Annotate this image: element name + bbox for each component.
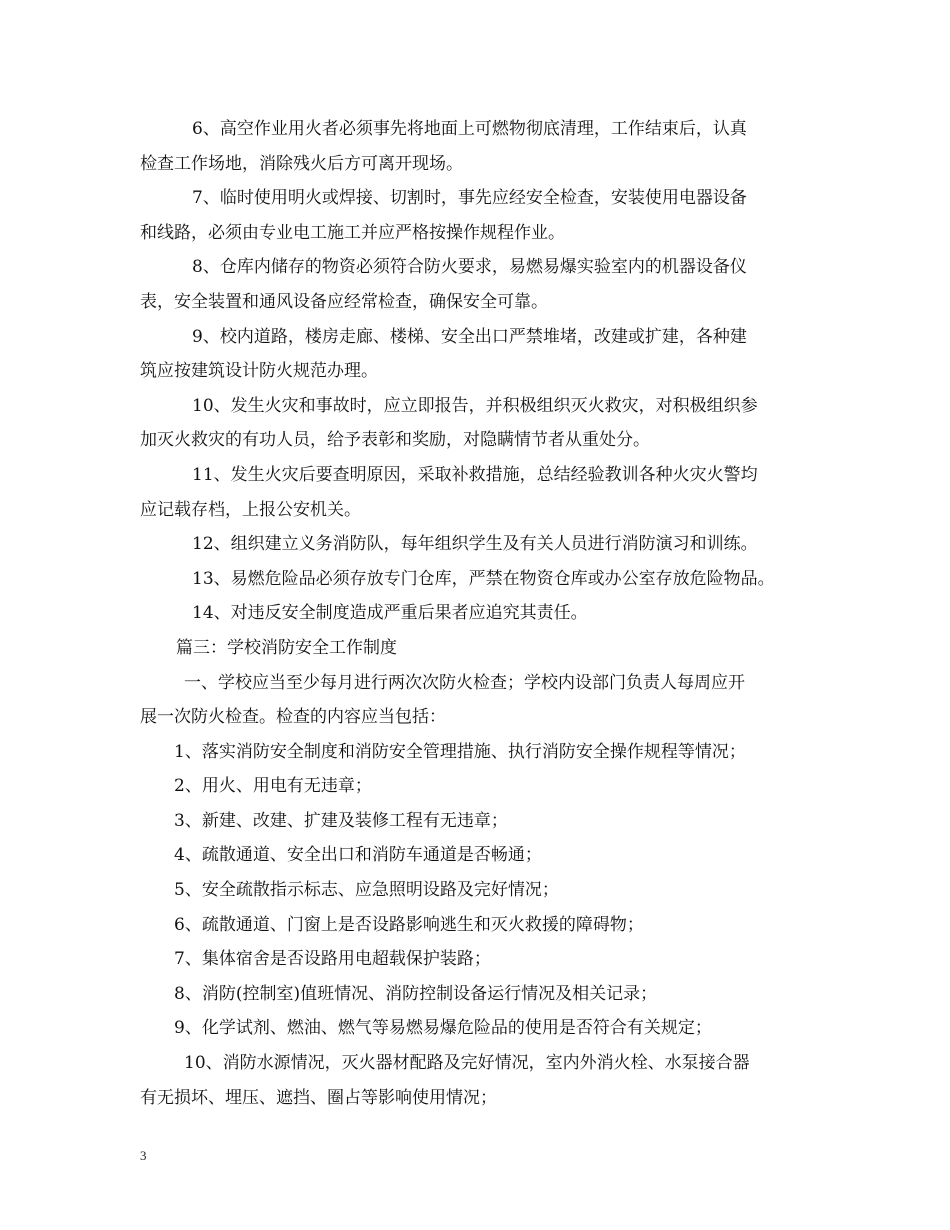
- check-item-1: 1、落实消防安全制度和消防安全管理措施、执行消防安全操作规程等情况；: [174, 741, 746, 762]
- check-item-3: 3、新建、改建、扩建及装修工程有无违章；: [174, 810, 508, 831]
- document-body: [140, 112, 826, 1115]
- paragraph-7-line-1: 7、临时使用明火或焊接、切割时，事先应经安全检查，安装使用电器设备: [192, 188, 747, 209]
- section-intro-line-2: 展一次防火检查。检查的内容应当包括：: [140, 707, 446, 728]
- paragraph-8-line-1: 8、仓库内储存的物资必须符合防火要求，易燃易爆实验室内的机器设备仪: [192, 257, 747, 278]
- paragraph-11-line-2: 应记载存档，上报公安机关。: [140, 499, 361, 520]
- paragraph-7-line-2: 和线路，必须由专业电工施工并应严格按操作规程作业。: [140, 222, 565, 243]
- paragraph-11-line-1: 11、发生火灾后要查明原因，采取补救措施，总结经验教训各种火灾火警均: [192, 464, 758, 485]
- paragraph-9-line-2: 筑应按建筑设计防火规范办理。: [140, 361, 378, 382]
- paragraph-13: 13、易燃危险品必须存放专门仓库，严禁在物资仓库或办公室存放危险物品。: [192, 568, 775, 589]
- check-item-4: 4、疏散通道、安全出口和消防车通道是否畅通；: [174, 845, 542, 866]
- section-intro-line-1: 一、学校应当至少每月进行两次次防火检查；学校内设部门负责人每周应开: [184, 672, 745, 693]
- paragraph-8-line-2: 表，安全装置和通风设备应经常检查，确保安全可靠。: [140, 291, 548, 312]
- check-item-10-line-2: 有无损坏、埋压、遮挡、圈占等影响使用情况；: [140, 1087, 497, 1108]
- check-item-6: 6、疏散通道、门窗上是否设路影响逃生和灭火救援的障碍物；: [174, 914, 644, 935]
- section-heading: 篇三：学校消防安全工作制度: [176, 637, 397, 658]
- check-item-7: 7、集体宿舍是否设路用电超载保护装路；: [174, 949, 491, 970]
- paragraph-6-line-2: 检查工作场地，消除残火后方可离开现场。: [140, 153, 463, 174]
- paragraph-14: 14、对违反安全制度造成严重后果者应追究其责任。: [192, 603, 588, 624]
- paragraph-10-line-2: 加灭火救灾的有功人员，给予表彰和奖励，对隐瞒情节者从重处分。: [140, 430, 650, 451]
- check-item-2: 2、用火、用电有无违章；: [174, 776, 372, 797]
- paragraph-12: 12、组织建立义务消防队，每年组织学生及有关人员进行消防演习和训练。: [192, 534, 758, 555]
- page-number: 3: [140, 1148, 147, 1163]
- check-item-8: 8、消防(控制室)值班情况、消防控制设备运行情况及相关记录；: [174, 983, 658, 1004]
- paragraph-10-line-1: 10、发生火灾和事故时，应立即报告，并积极组织灭火救灾，对积极组织参: [192, 395, 758, 416]
- check-item-9: 9、化学试剂、燃油、燃气等易燃易爆危险品的使用是否符合有关规定；: [174, 1018, 712, 1039]
- check-item-10-line-1: 10、消防水源情况，灭火器材配路及完好情况，室内外消火栓、水泵接合器: [184, 1053, 750, 1074]
- check-item-5: 5、安全疏散指示标志、应急照明设路及完好情况；: [174, 880, 559, 901]
- paragraph-9-line-1: 9、校内道路，楼房走廊、楼梯、安全出口严禁堆堵，改建或扩建，各种建: [192, 326, 747, 347]
- paragraph-6-line-1: 6、高空作业用火者必须事先将地面上可燃物彻底清理，工作结束后，认真: [192, 119, 747, 139]
